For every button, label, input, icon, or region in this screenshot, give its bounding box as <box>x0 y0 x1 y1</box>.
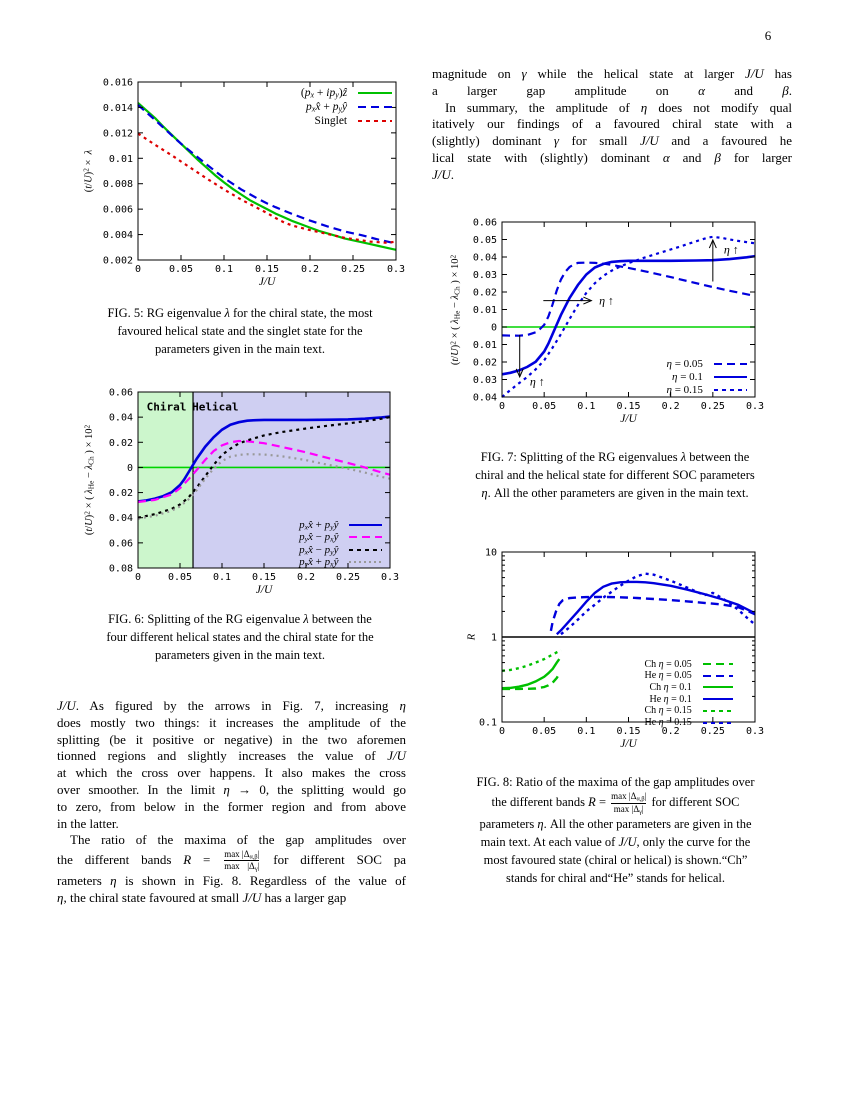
text-line: the different bands R = $\frac{\max |\Delta_{\alpha,\beta}|}{\max |\Delta_\gamma|}$ for different SOC <box>491 791 740 815</box>
svg-text:10: 10 <box>484 547 497 559</box>
svg-text:0.25: 0.25 <box>340 264 366 275</box>
svg-text:0.3: 0.3 <box>386 264 406 275</box>
text-line: parameters given in the main text. <box>154 342 326 356</box>
legend-line-sample <box>349 549 382 551</box>
legend-line-sample <box>703 698 733 700</box>
svg-text:0.04: 0.04 <box>472 392 497 404</box>
svg-text:0.014: 0.014 <box>102 102 133 114</box>
legend-line-sample <box>358 92 392 94</box>
legend-entry <box>301 86 392 100</box>
svg-text:0.06: 0.06 <box>472 217 497 229</box>
fig7-annotation-label: η ↑ <box>723 242 739 257</box>
text-line: at which the cross over happens. It also makes the cross <box>57 765 406 781</box>
svg-text:0.3: 0.3 <box>745 726 765 737</box>
legend-label: η = 0.1 <box>671 371 703 384</box>
svg-text:0: 0 <box>134 264 142 275</box>
text-line: lical state with (slightly) dominant α and β for larger <box>432 149 792 165</box>
legend-line-sample <box>349 536 382 538</box>
fig8-caption <box>428 773 803 887</box>
legend-entry <box>301 114 392 128</box>
legend-label: η = 0.05 <box>666 358 703 371</box>
legend-line-sample <box>714 389 747 391</box>
fig6-annotation-label: Chiral <box>146 400 187 414</box>
svg-text:0.04: 0.04 <box>108 412 133 424</box>
fig7-chart <box>445 208 775 425</box>
legend-label: $p_xx̂$ − $p_yŷ$ <box>299 543 339 557</box>
text-line: most favoured state (chiral or helical) is shown.“Ch” <box>483 853 748 868</box>
svg-text:0.04: 0.04 <box>472 252 497 264</box>
text-line: splitting (be it positive or negative) in the two aforemen <box>57 731 406 747</box>
body-paragraph <box>57 832 406 906</box>
svg-text:0.03: 0.03 <box>472 375 497 386</box>
legend-entry <box>644 670 732 682</box>
svg-text:0.05: 0.05 <box>532 726 557 737</box>
text-line: itatively our findings of a favoured chiral state with a <box>432 116 792 132</box>
fig7-y-axis-label: $(t/U)^2$ × ( $\lambda_{He} - \lambda_{Ch}$ ) × $10^2$ <box>448 254 462 365</box>
svg-text:0.1: 0.1 <box>214 264 234 275</box>
svg-text:0: 0 <box>126 462 133 474</box>
text-line: chiral and the helical state for different SOC parameters <box>475 468 755 482</box>
fig5-caption <box>55 304 425 358</box>
text-line: over smoother. In the limit η → 0, the splitting would go <box>57 781 406 797</box>
fig5-chart <box>76 70 406 290</box>
fig8-legend <box>644 658 732 728</box>
legend-entry <box>666 358 746 371</box>
fig5-x-axis-label: J/U <box>258 276 276 288</box>
legend-entry <box>644 682 732 694</box>
legend-label: $p_xx̂$ + $p_yŷ$ <box>299 518 339 532</box>
legend-label: η = 0.15 <box>666 384 703 397</box>
page-number: 6 <box>764 28 772 43</box>
text-line: J/U. As figured by the arrows in Fig. 7, increasing η <box>57 698 406 713</box>
fig6-chart <box>76 382 406 594</box>
svg-text:0.008: 0.008 <box>102 179 133 191</box>
svg-text:0.03: 0.03 <box>472 270 497 281</box>
fig7-x-axis-label: J/U <box>620 413 637 425</box>
svg-text:0: 0 <box>498 401 506 412</box>
svg-text:0.25: 0.25 <box>335 572 361 583</box>
fig6-legend <box>299 519 382 569</box>
fig6-caption <box>55 610 425 664</box>
legend-line-sample <box>349 524 382 526</box>
legend-line-sample <box>703 722 733 724</box>
svg-text:0.3: 0.3 <box>380 572 400 583</box>
svg-text:0: 0 <box>490 322 497 334</box>
text-line: a larger gap amplitude on α and β. <box>432 82 792 98</box>
svg-text:0.002: 0.002 <box>102 255 133 267</box>
text-line: η, the chiral state favoured at small J/U has a larger gap <box>57 889 347 905</box>
text-line: η. All the other parameters are given in the main text. <box>481 486 749 500</box>
legend-entry <box>644 705 732 717</box>
svg-text:0.2: 0.2 <box>661 726 680 737</box>
legend-entry <box>299 519 382 532</box>
fig7-annotation-label: η ↑ <box>529 374 545 389</box>
svg-text:0.1: 0.1 <box>577 726 596 737</box>
text-line: magnitude on γ while the helical state at larger J/U has <box>432 66 792 81</box>
svg-text:0.01: 0.01 <box>108 153 133 165</box>
legend-line-sample <box>349 561 382 563</box>
text-line: does mostly two things: it increases the amplitude of the <box>57 714 406 730</box>
svg-text:0.15: 0.15 <box>251 572 277 583</box>
svg-text:0.016: 0.016 <box>102 77 133 89</box>
text-line: The ratio of the maxima of the gap amplitudes over <box>57 832 406 847</box>
legend-label: Ch η = 0.1 <box>649 681 692 693</box>
fig7-legend <box>666 358 746 397</box>
legend-label: $p_xx̂$ + $p_yŷ$ <box>306 101 348 114</box>
svg-text:0.25: 0.25 <box>700 726 725 737</box>
text-line: FIG. 7: Splitting of the RG eigenvalues λ between the <box>480 450 750 464</box>
text-line: parameters given in the main text. <box>154 648 326 662</box>
fig8-x-axis-label: J/U <box>620 738 637 750</box>
svg-text:0.1: 0.1 <box>212 572 232 583</box>
legend-entry <box>299 556 382 569</box>
legend-line-sample <box>703 686 733 688</box>
svg-text:0.05: 0.05 <box>167 572 193 583</box>
text-line: FIG. 8: Ratio of the maxima of the gap amplitudes over <box>476 775 755 789</box>
fig6-annotation-label: Helical <box>192 400 239 414</box>
legend-label: ($p_x$ + $ip_y)ẑ$ <box>300 87 348 100</box>
fig5-y-axis-label: $(t/U)^2$ × λ <box>81 149 95 193</box>
svg-text:0.02: 0.02 <box>108 437 133 449</box>
legend-line-sample <box>358 106 392 108</box>
legend-entry <box>666 371 746 384</box>
text-line: In summary, the amplitude of η does not modify qual <box>432 99 792 115</box>
fig5-legend <box>301 86 392 128</box>
legend-label: $p_yx̂$ + $p_xŷ$ <box>299 556 339 569</box>
svg-text:0.15: 0.15 <box>254 264 280 275</box>
svg-text:0.012: 0.012 <box>102 128 133 140</box>
fig6-y-axis-label: $(t/U)^2$ × ( $\lambda_{He} - \lambda_{Ch}$ ) × $10^2$ <box>82 424 96 536</box>
text-line: FIG. 6: Splitting of the RG eigenvalue λ between the <box>108 612 372 626</box>
svg-text:0.02: 0.02 <box>472 287 497 299</box>
svg-text:0: 0 <box>498 726 506 737</box>
fig7-annotation-label: η ↑ <box>599 293 615 308</box>
svg-text:0.05: 0.05 <box>532 401 557 412</box>
text-line: four different helical states and the chiral state for the <box>106 630 374 644</box>
legend-label: Ch η = 0.15 <box>644 705 692 717</box>
svg-text:0.25: 0.25 <box>700 401 725 412</box>
svg-text:0.04: 0.04 <box>108 513 133 525</box>
svg-text:0.06: 0.06 <box>108 538 133 550</box>
text-line: (slightly) dominant γ for small J/U and a favoured he <box>432 133 792 149</box>
legend-entry <box>644 693 732 705</box>
text-line: the different bands R = $\frac{\max |\Delta_{\alpha,\beta}|}{\max |\Delta_\gamma|}$ for different SOC pa <box>57 848 406 873</box>
legend-label: Singlet <box>314 115 348 128</box>
legend-entry <box>299 544 382 557</box>
text-line: main text. At each value of J/U, only the curve for the <box>480 835 751 850</box>
legend-entry <box>666 384 746 397</box>
legend-entry <box>644 717 732 729</box>
svg-text:0.004: 0.004 <box>102 230 133 242</box>
body-paragraph <box>57 698 406 832</box>
svg-text:1: 1 <box>490 632 497 644</box>
text-line: tionned regions and slightly increases the value of J/U <box>57 748 406 764</box>
legend-entry <box>299 531 382 544</box>
body-paragraph <box>432 66 792 184</box>
svg-text:0: 0 <box>134 572 142 583</box>
svg-text:0.01: 0.01 <box>472 340 497 351</box>
legend-line-sample <box>714 363 747 365</box>
svg-text:0.06: 0.06 <box>108 387 133 399</box>
text-line: favoured helical state and the singlet state for the <box>117 324 363 338</box>
fig7-caption <box>430 448 800 502</box>
legend-label: He η = 0.05 <box>644 670 692 682</box>
legend-entry <box>301 100 392 114</box>
legend-line-sample <box>358 120 392 122</box>
svg-text:0.3: 0.3 <box>745 401 765 412</box>
svg-text:0.006: 0.006 <box>102 204 133 216</box>
fig6-x-axis-label: J/U <box>255 584 273 596</box>
fig8-chart <box>445 538 775 750</box>
legend-line-sample <box>703 675 733 677</box>
fig8-y-axis-label: R <box>466 633 478 641</box>
legend-entry <box>644 658 732 670</box>
svg-text:0.02: 0.02 <box>472 357 497 369</box>
svg-text:0.08: 0.08 <box>108 563 133 575</box>
text-line: parameters η. All the other parameters are given in the <box>479 817 752 832</box>
text-line: stands for chiral and“He” stands for helical. <box>505 871 725 886</box>
svg-text:0.1: 0.1 <box>478 717 497 729</box>
svg-text:0.05: 0.05 <box>472 235 497 246</box>
svg-text:0.01: 0.01 <box>472 305 497 316</box>
svg-text:0.2: 0.2 <box>296 572 316 583</box>
svg-text:0.15: 0.15 <box>616 401 641 412</box>
svg-text:0.05: 0.05 <box>168 264 194 275</box>
legend-line-sample <box>703 710 733 712</box>
svg-text:0.02: 0.02 <box>108 488 133 500</box>
svg-text:0.2: 0.2 <box>300 264 320 275</box>
svg-text:0.15: 0.15 <box>616 726 641 737</box>
svg-text:0.2: 0.2 <box>661 401 680 412</box>
legend-line-sample <box>703 663 733 665</box>
text-line: rameters η is shown in Fig. 8. Regardless of the value of <box>57 872 406 888</box>
legend-label: He η = 0.15 <box>644 717 692 729</box>
svg-text:0.1: 0.1 <box>577 401 596 412</box>
text-line: FIG. 5: RG eigenvalue λ for the chiral state, the most <box>107 306 373 320</box>
text-line: in the latter. <box>57 815 119 831</box>
legend-label: $p_yx̂$ − $p_xŷ$ <box>299 531 339 544</box>
legend-label: He η = 0.1 <box>649 693 692 705</box>
legend-label: Ch η = 0.05 <box>644 658 692 670</box>
text-line: to zero, from below in the former region and from above <box>57 798 406 814</box>
text-line: J/U. <box>432 166 455 182</box>
legend-line-sample <box>714 376 747 378</box>
